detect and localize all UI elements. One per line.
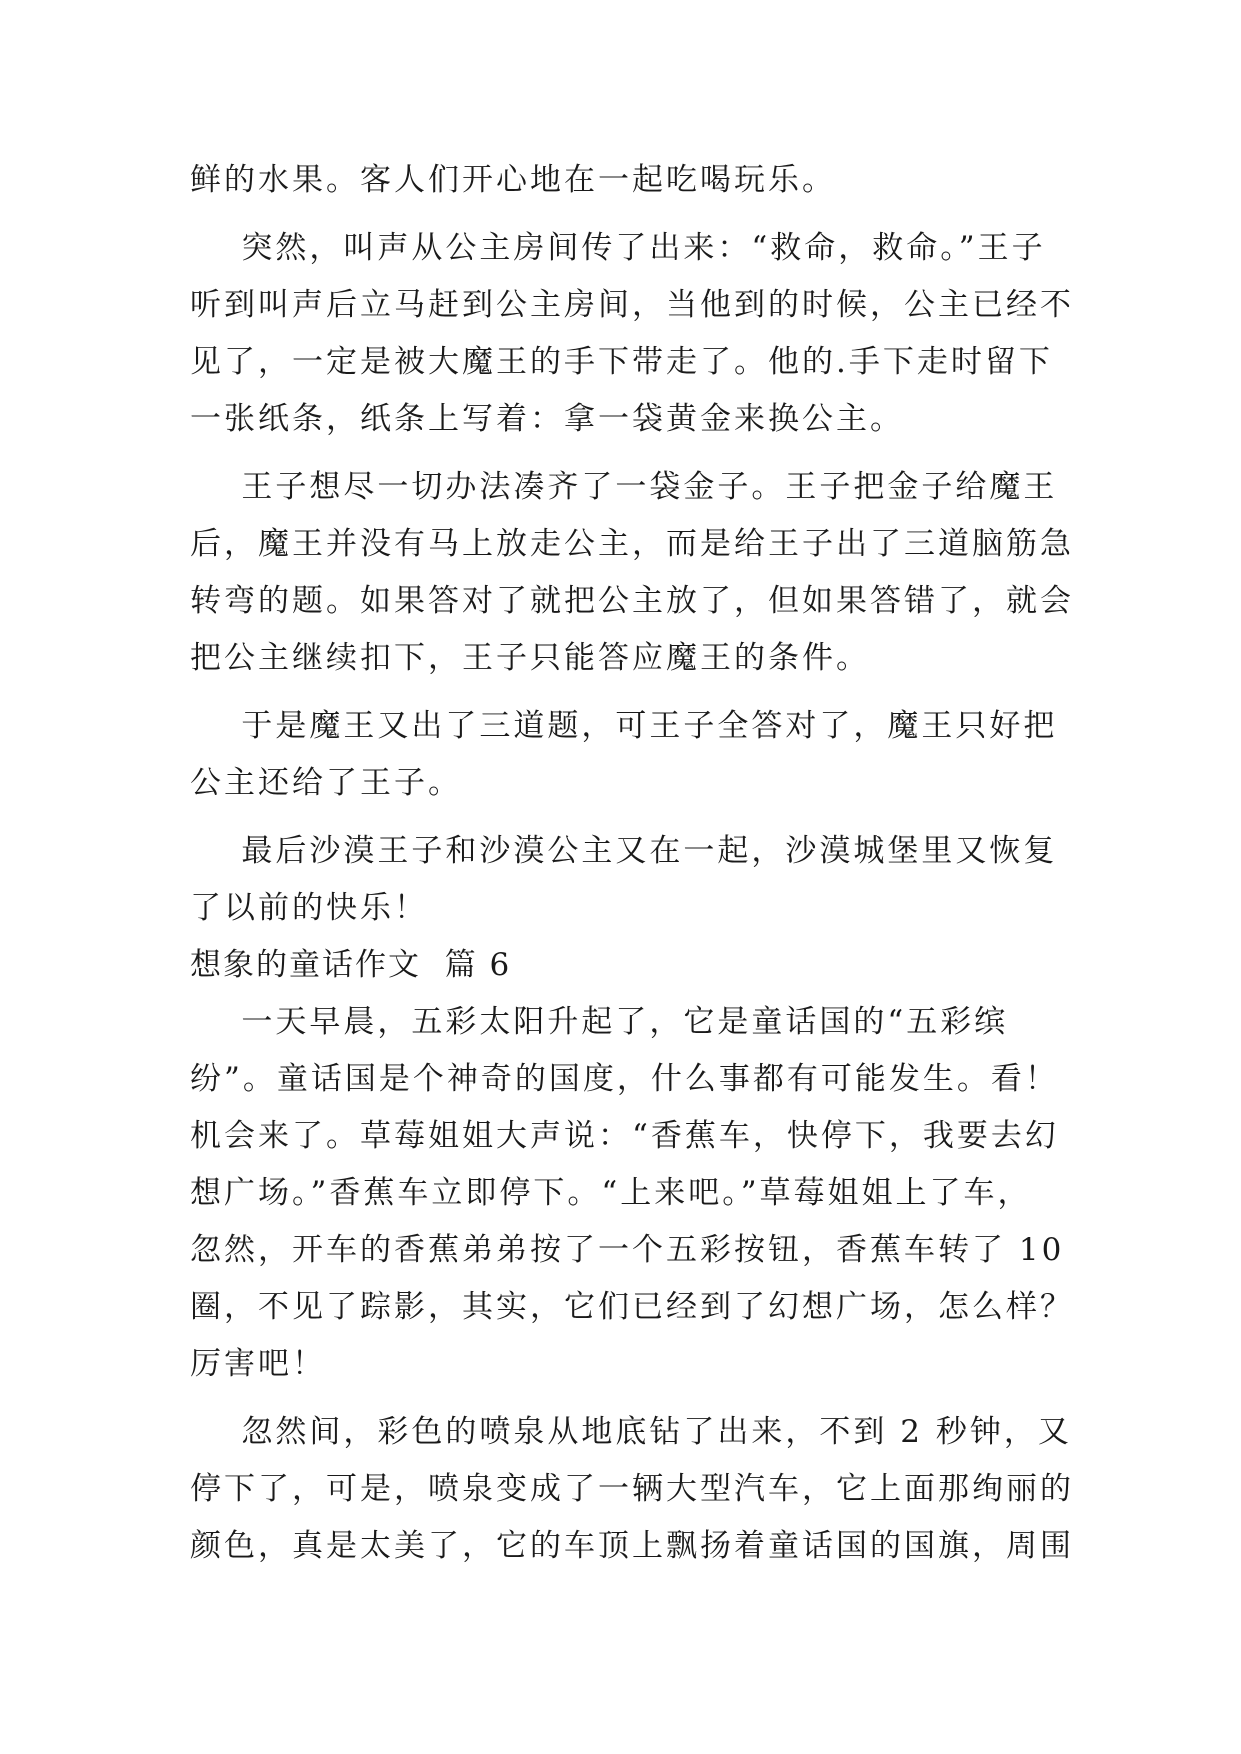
text-line: 鲜的水果。客人们开心地在一起吃喝玩乐。 <box>190 162 836 198</box>
text-line: 于是魔王又出了三道题，可王子全答对了，魔王只好把 <box>190 708 1058 744</box>
paragraph-princess-kidnapped <box>190 220 1074 448</box>
text-line: 一张纸条，纸条上写着：拿一袋黄金来换公主。 <box>190 401 904 437</box>
text-line: 最后沙漠王子和沙漠公主又在一起，沙漠城堡里又恢复 <box>190 833 1058 869</box>
text-line: 听到叫声后立马赶到公主房间，当他到的时候，公主已经不 <box>190 287 1074 323</box>
paragraph-banana-car <box>190 994 1074 1393</box>
text-line: 公主还给了王子。 <box>190 765 462 801</box>
text-line: 厉害吧！ <box>190 1346 326 1382</box>
text-line: 把公主继续扣下，王子只能答应魔王的条件。 <box>190 640 870 676</box>
paragraph-gold-ransom <box>190 459 1074 687</box>
text-line: 见了，一定是被大魔王的手下带走了。他的.手下走时留下 <box>190 344 1053 380</box>
paragraph-fountain <box>190 1404 1074 1575</box>
text-line: 了以前的快乐！ <box>190 890 428 926</box>
document-body <box>190 152 1074 1575</box>
text-line: 突然，叫声从公主房间传了出来：“救命，救命。”王子 <box>190 230 1046 266</box>
text-line: 停下了，可是，喷泉变成了一辆大型汽车，它上面那绚丽的 <box>190 1471 1074 1507</box>
text-line: 王子想尽一切办法凑齐了一袋金子。王子把金子给魔王 <box>190 469 1058 505</box>
text-line: 一天早晨，五彩太阳升起了，它是童话国的“五彩缤 <box>190 1004 1009 1040</box>
paragraph-fruit-ending <box>190 152 1070 209</box>
text-line: 想广场。”香蕉车立即停下。“上来吧。”草莓姐姐上了车， <box>190 1175 1032 1211</box>
text-line: 颜色，真是太美了，它的车顶上飘扬着童话国的国旗，周围 <box>190 1528 1074 1564</box>
text-line: 转弯的题。如果答对了就把公主放了，但如果答错了，就会 <box>190 583 1074 619</box>
text-line: 机会来了。草莓姐姐大声说：“香蕉车，快停下，我要去幻 <box>190 1118 1059 1154</box>
text-line: 忽然间，彩色的喷泉从地底钻了出来，不到 2 秒钟，又 <box>190 1414 1072 1450</box>
section-heading: 想象的童话作文 篇 6 <box>190 947 512 983</box>
paragraph-three-questions <box>190 698 1070 812</box>
text-line: 纷”。童话国是个神奇的国度，什么事都有可能发生。看！ <box>190 1061 1059 1097</box>
text-line: 后，魔王并没有马上放走公主，而是给王子出了三道脑筋急 <box>190 526 1074 562</box>
text-line: 圈，不见了踪影，其实，它们已经到了幻想广场，怎么样？ <box>190 1289 1074 1325</box>
text-line: 忽然，开车的香蕉弟弟按了一个五彩按钮，香蕉车转了 10 <box>190 1232 1065 1268</box>
paragraph-happy-ending <box>190 823 1070 937</box>
